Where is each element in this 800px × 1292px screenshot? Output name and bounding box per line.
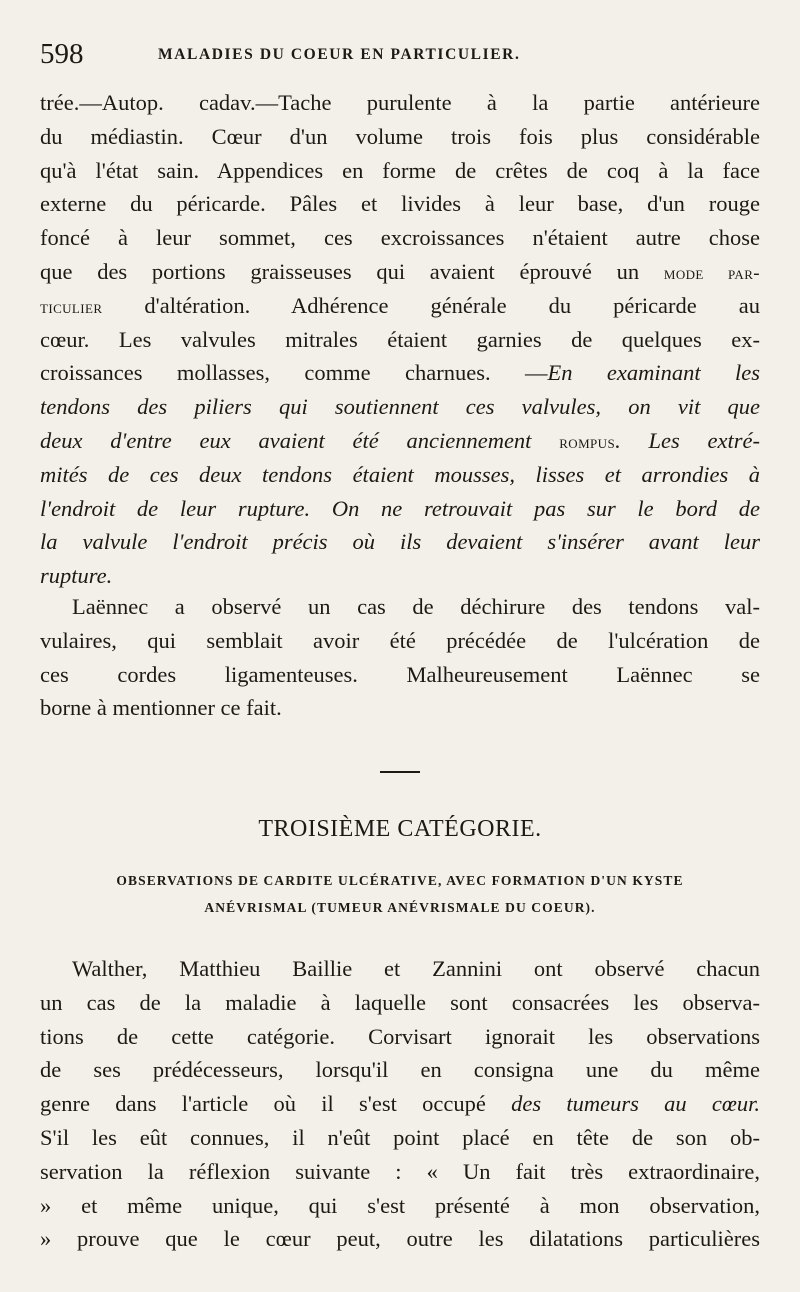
text-line: ces cordes ligamenteuses. Malheureusement Laënnec se <box>40 661 760 687</box>
italic-run: deux d'entre eux avaient été anciennement <box>40 427 560 453</box>
small-caps-run: ticulier <box>40 296 103 318</box>
text-line: vulaires, qui semblait avoir été précédée de l'ulcération de <box>40 627 760 653</box>
italic-line: rupture. <box>40 563 113 589</box>
page-number: 598 <box>40 38 84 70</box>
section-subtitle-line: ANÉVRISMAL (TUMEUR ANÉVRISMALE DU COEUR). <box>204 900 596 915</box>
text-line: servation la réflexion suivante : « Un fait très extraordinaire, <box>40 1158 760 1184</box>
italic-line: l'endroit de leur rupture. On ne retrouvait pas sur le bord de <box>40 495 760 521</box>
text-line <box>40 356 760 390</box>
text-line: S'il les eût connues, il n'eût point placé en tête de son ob- <box>40 1124 760 1150</box>
page-header <box>40 38 760 78</box>
italic-run: des tumeurs au cœur. <box>511 1091 760 1117</box>
text-line: tions de cette catégorie. Corvisart ignorait les observations <box>40 1023 760 1049</box>
italic-run: En examinant les <box>547 360 760 386</box>
paragraph-walther <box>40 952 760 1256</box>
text-line: Walther, Matthieu Baillie et Zannini ont observé chacun <box>72 956 760 981</box>
italic-line: tendons des piliers qui soutiennent ces valvules, on vit que <box>40 394 760 420</box>
small-caps-run: mode par- <box>663 262 760 284</box>
text-line: un cas de la maladie à laquelle sont consacrées les observa- <box>40 989 760 1015</box>
text-line: Laënnec a observé un cas de déchirure des tendons val- <box>72 594 760 619</box>
section-title: TROISIÈME CATÉGORIE. <box>258 816 542 842</box>
text-run: que des portions graisseuses qui avaient éprouvé un <box>40 258 664 284</box>
paragraph-laennec <box>40 590 760 725</box>
italic-line: mités de ces deux tendons étaient mousses, lisses et arrondies à <box>40 461 760 487</box>
text-line <box>40 255 760 289</box>
italic-line <box>40 424 760 458</box>
text-line: externe du péricarde. Pâles et livides à leur base, d'un rouge <box>40 191 760 217</box>
text-run: genre dans l'article où il s'est occupé <box>40 1091 512 1117</box>
section-subtitle-line: OBSERVATIONS DE CARDITE ULCÉRATIVE, AVEC FORMATION D'UN KYSTE <box>116 873 684 888</box>
italic-line: la valvule l'endroit précis où ils devaient s'insérer avant leur <box>40 529 760 555</box>
section-divider <box>380 771 420 773</box>
text-line: de ses prédécesseurs, lorsqu'il en consigna une du même <box>40 1057 760 1083</box>
text-line: du médiastin. Cœur d'un volume trois fois plus considérable <box>40 123 760 149</box>
italic-run: . Les extré- <box>615 427 760 453</box>
small-caps-run: rompus <box>559 431 616 453</box>
text-line: cœur. Les valvules mitrales étaient garnies de quelques ex- <box>40 326 760 352</box>
text-line: » prouve que le cœur peut, outre les dilatations particulières <box>40 1226 760 1252</box>
text-run: d'altération. Adhérence générale du péricarde au <box>102 292 760 318</box>
text-run: croissances mollasses, comme charnues. — <box>40 360 548 386</box>
text-line: qu'à l'état sain. Appendices en forme de crêtes de coq à la face <box>40 157 760 183</box>
text-line: foncé à leur sommet, ces excroissances n'étaient autre chose <box>40 225 760 251</box>
paragraph-autopsy <box>40 86 760 593</box>
text-line: borne à mentionner ce fait. <box>40 695 282 721</box>
running-title: MALADIES DU COEUR EN PARTICULIER. <box>158 46 521 63</box>
text-line <box>40 289 760 323</box>
text-line: trée.—Autop. cadav.—Tache purulente à la partie antérieure <box>40 90 760 115</box>
text-line <box>40 1087 760 1121</box>
text-line: » et même unique, qui s'est présenté à mon observation, <box>40 1192 760 1218</box>
